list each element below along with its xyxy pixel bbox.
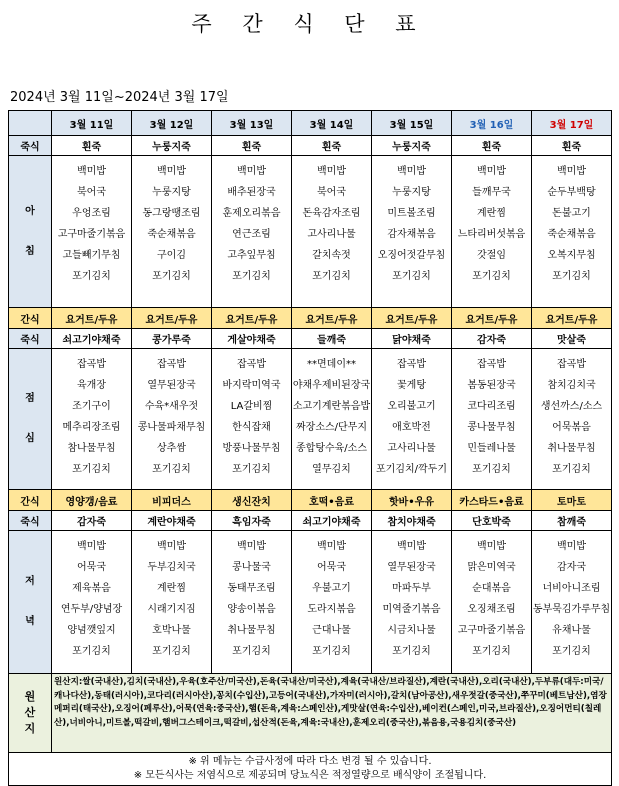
- snack-row-2: [9, 490, 612, 511]
- dish-item: 느타리버섯볶음: [457, 229, 526, 240]
- dish-item: 잡곡밥: [237, 359, 266, 370]
- meal-cell: [532, 349, 612, 490]
- meal-cell: [452, 531, 532, 674]
- dish-item: 포기김치: [392, 271, 431, 282]
- dish-item: 백미밥: [477, 166, 506, 177]
- porridge-cell: 참깨죽: [532, 511, 612, 531]
- dish-item: 오복지무침: [547, 250, 596, 261]
- porridge-cell: 흰죽: [292, 136, 372, 156]
- dish-list: [372, 156, 451, 287]
- dish-list: [132, 349, 211, 480]
- meal-cell: [212, 156, 292, 308]
- dish-item: 고들빼기무침: [62, 250, 121, 261]
- dish-item: 포기김치/깍두기: [376, 464, 447, 475]
- dish-item: 순대볶음: [472, 583, 511, 594]
- dish-item: 감자채볶음: [387, 229, 436, 240]
- dish-item: **면데이**: [307, 359, 356, 370]
- meal-cell: [292, 349, 372, 490]
- dish-item: 백미밥: [317, 541, 346, 552]
- dish-item: 포기김치: [312, 271, 351, 282]
- dish-item: 열무된장국: [147, 380, 196, 391]
- dish-item: 포기김치: [472, 464, 511, 475]
- dish-item: 잡곡밥: [477, 359, 506, 370]
- dish-item: 시래기지짐: [147, 604, 196, 615]
- dish-item: 너비아니조림: [542, 583, 601, 594]
- dish-item: 포기김치: [552, 464, 591, 475]
- dish-item: 백미밥: [557, 541, 586, 552]
- dish-item: 참나물무침: [67, 443, 116, 454]
- dish-item: 민들레나물: [467, 443, 516, 454]
- dish-item: 바지락미역국: [222, 380, 281, 391]
- dish-item: 백미밥: [77, 166, 106, 177]
- dish-item: 한식잡채: [232, 422, 271, 433]
- dish-item: 백미밥: [77, 541, 106, 552]
- dish-list: [452, 531, 531, 662]
- meal-cell: [372, 349, 452, 490]
- snack-cell: 요거트/두유: [292, 308, 372, 329]
- dish-list: [52, 349, 131, 480]
- dish-item: 우엉조림: [72, 208, 111, 219]
- page-title: 주 간 식 단 표: [191, 12, 428, 36]
- dish-item: 호박나물: [152, 625, 191, 636]
- porridge-cell: 닭야채죽: [372, 329, 452, 349]
- dish-item: 유채나물: [552, 625, 591, 636]
- dish-item: 백미밥: [237, 541, 266, 552]
- dish-item: 야채우제비된장국: [292, 380, 371, 391]
- meal-cell: [52, 156, 132, 308]
- dish-item: 도라지볶음: [307, 604, 356, 615]
- dish-item: 포기김치: [312, 646, 351, 657]
- dish-list: [452, 349, 531, 480]
- dish-item: 계란찜: [477, 208, 506, 219]
- dish-item: 애호박전: [392, 422, 431, 433]
- dish-item: 갈치속젓: [312, 250, 351, 261]
- dish-item: 갓절임: [477, 250, 506, 261]
- dish-item: 북어국: [77, 187, 106, 198]
- dish-item: 메추리장조림: [62, 422, 121, 433]
- dish-list: [532, 349, 611, 480]
- meal-cell: [532, 156, 612, 308]
- dish-list: [132, 531, 211, 662]
- snack-cell: 생신잔치: [212, 490, 292, 511]
- porridge-cell: 흰죽: [212, 136, 292, 156]
- dish-list: [292, 531, 371, 662]
- dish-item: 두부김치국: [147, 562, 196, 573]
- dinner-porridge-row: [9, 511, 612, 531]
- dish-list: [372, 531, 451, 662]
- dish-item: 잡곡밥: [77, 359, 106, 370]
- dish-item: 포기김치: [72, 464, 111, 475]
- meal-cell: [372, 531, 452, 674]
- dish-item: 콩나물무침: [467, 422, 516, 433]
- origin-text: 원산지:쌀(국내산),김치(국내산),우육(호주산/미국산),돈육(국내산/미국산),계육(국내산/브라질산),계란(국내산),오리(국내산),두부류(대두:미국/캐나다산),동태(러시아),코다리(러시아산),꽁치(수입산),고등어(국내산),가자미(러시아),갈치(남아공산),새우젓갈(중국산),쭈꾸미(베트남산),염장메퍼리(태국산),오징어(페루산),어묵(연육:중국산),햄(돈육,계육:스페인산),게맛살(연육:수입산),베이컨(스페인,미국,브라질산),오징어먼티(칠레산),너비아니,미트볼,떡갈비,햄버그스테이크,떡갈비,섭산적(돈육,계육:국내산),훈제오리(중국산),볶음용,국용김치(중국산): [54, 677, 607, 728]
- meal-label-lunch: 점 심: [9, 349, 52, 490]
- dish-item: 잡곡밥: [557, 359, 586, 370]
- dish-item: 근대나물: [312, 625, 351, 636]
- date-range: 2024년 3월 11일~2024년 3월 17일: [10, 90, 229, 105]
- dish-item: 고추잎무침: [227, 250, 276, 261]
- dish-item: 오징채조림: [467, 604, 516, 615]
- dish-item: 꽃게탕: [397, 380, 426, 391]
- dish-item: 백미밥: [237, 166, 266, 177]
- dish-item: 어묵국: [317, 562, 346, 573]
- dish-item: 누룽지탕: [152, 187, 191, 198]
- corner-cell: [9, 111, 52, 136]
- dish-item: 동부묵김가루무침: [532, 604, 611, 615]
- dish-list: [212, 349, 291, 480]
- snack-cell: 영양갱/음료: [52, 490, 132, 511]
- dish-item: 잡곡밥: [157, 359, 186, 370]
- day-header-sunday: 3월 17일: [532, 111, 612, 136]
- dish-item: 들깨무국: [472, 187, 511, 198]
- dish-item: 누룽지탕: [392, 187, 431, 198]
- dish-item: 포기김치: [152, 646, 191, 657]
- porridge-cell: 콩가루죽: [132, 329, 212, 349]
- row-label: 간식: [9, 490, 52, 511]
- snack-cell: 요거트/두유: [372, 308, 452, 329]
- dish-item: 양념깻잎지: [67, 625, 116, 636]
- weekly-menu-table: [8, 110, 612, 786]
- dish-list: [52, 156, 131, 287]
- dish-item: 백미밥: [477, 541, 506, 552]
- dish-item: 시금치나물: [387, 625, 436, 636]
- dish-item: 돈불고기: [552, 208, 591, 219]
- meal-cell: [52, 349, 132, 490]
- dish-item: 포기김치: [552, 646, 591, 657]
- dish-item: 오징어젓갈무침: [377, 250, 446, 261]
- dish-item: 취나물무침: [227, 625, 276, 636]
- dish-item: 수육*새우젓: [144, 401, 199, 412]
- dish-item: 돈육감자조림: [302, 208, 361, 219]
- porridge-cell: 쇠고기야채죽: [52, 329, 132, 349]
- porridge-cell: 누룽지죽: [132, 136, 212, 156]
- meal-cell: [532, 531, 612, 674]
- porridge-cell: 누룽지죽: [372, 136, 452, 156]
- snack-cell: 요거트/두유: [132, 308, 212, 329]
- day-header: 3월 11일: [52, 111, 132, 136]
- dish-item: 포기김치: [472, 646, 511, 657]
- dish-item: 소고기계란볶음밥: [292, 401, 371, 412]
- dish-item: 짜장소스/단무지: [296, 422, 367, 433]
- dish-item: 동태무조림: [227, 583, 276, 594]
- meal-cell: [212, 349, 292, 490]
- dish-item: 계란찜: [157, 583, 186, 594]
- dish-list: [532, 531, 611, 662]
- dish-item: 마파두부: [392, 583, 431, 594]
- dish-item: 순두부백탕: [547, 187, 596, 198]
- dish-item: 참치김치국: [547, 380, 596, 391]
- dish-item: 열무된장국: [387, 562, 436, 573]
- dish-item: 어묵국: [77, 562, 106, 573]
- meal-cell: [452, 349, 532, 490]
- dish-item: 연두부/양념장: [60, 604, 123, 615]
- dish-item: 백미밥: [317, 166, 346, 177]
- dish-item: 상추쌈: [157, 443, 186, 454]
- dish-item: 포기김치: [552, 271, 591, 282]
- dish-item: 죽순채볶음: [147, 229, 196, 240]
- porridge-cell: 단호박죽: [452, 511, 532, 531]
- dish-item: 고구마줄기볶음: [457, 625, 526, 636]
- day-header: 3월 13일: [212, 111, 292, 136]
- day-header: 3월 14일: [292, 111, 372, 136]
- origin-row: [9, 674, 612, 753]
- dish-item: 포기김치: [472, 271, 511, 282]
- snack-cell: 토마토: [532, 490, 612, 511]
- dish-item: 백미밥: [157, 166, 186, 177]
- meal-cell: [372, 156, 452, 308]
- day-header-saturday: 3월 16일: [452, 111, 532, 136]
- snack-cell: 카스타드•음료: [452, 490, 532, 511]
- meal-cell: [132, 349, 212, 490]
- dish-list: [452, 156, 531, 287]
- dish-item: 종합탕수육/소스: [296, 443, 367, 454]
- dish-item: 포기김치: [232, 271, 271, 282]
- porridge-cell: 감자죽: [452, 329, 532, 349]
- note-diet: ※ 모든식사는 저염식으로 제공되며 당뇨식은 적정열량으로 배식양이 조절됩니다.: [133, 770, 487, 781]
- meal-cell: [292, 531, 372, 674]
- dish-item: 오리불고기: [387, 401, 436, 412]
- dish-item: 구이김: [157, 250, 186, 261]
- dish-list: [292, 349, 371, 480]
- dish-item: 연근조림: [232, 229, 271, 240]
- dish-list: [532, 156, 611, 287]
- dish-item: 포기김치: [152, 464, 191, 475]
- row-label: 간식: [9, 308, 52, 329]
- snack-cell: 요거트/두유: [212, 308, 292, 329]
- porridge-cell: 흰죽: [452, 136, 532, 156]
- porridge-cell: 흰죽: [52, 136, 132, 156]
- meal-cell: [132, 156, 212, 308]
- porridge-cell: 쇠고기야채죽: [292, 511, 372, 531]
- dish-item: 취나물무침: [547, 443, 596, 454]
- dish-item: 백미밥: [157, 541, 186, 552]
- meal-cell: [292, 156, 372, 308]
- dish-list: [212, 531, 291, 662]
- origin-label: 원 산 지: [9, 674, 52, 753]
- dish-list: [52, 531, 131, 662]
- dish-item: 우불고기: [312, 583, 351, 594]
- dish-item: 고구마줄기볶음: [57, 229, 126, 240]
- porridge-cell: 게살야채죽: [212, 329, 292, 349]
- dish-item: 잡곡밥: [397, 359, 426, 370]
- dish-item: 미트볼조림: [387, 208, 436, 219]
- day-header: 3월 15일: [372, 111, 452, 136]
- dish-item: 어묵볶음: [552, 422, 591, 433]
- breakfast-porridge-row: [9, 136, 612, 156]
- dish-item: 동그랑땡조림: [142, 208, 201, 219]
- porridge-cell: 흑임자죽: [212, 511, 292, 531]
- dish-item: 배추된장국: [227, 187, 276, 198]
- meal-cell: [132, 531, 212, 674]
- dish-item: 콩나물국: [232, 562, 271, 573]
- dish-item: 열무김치: [312, 464, 351, 475]
- porridge-cell: 맛살죽: [532, 329, 612, 349]
- dish-list: [212, 156, 291, 287]
- dish-item: 포기김치: [232, 464, 271, 475]
- dish-item: 제육볶음: [72, 583, 111, 594]
- meal-cell: [52, 531, 132, 674]
- dish-item: 백미밥: [397, 166, 426, 177]
- dish-item: 코다리조림: [467, 401, 516, 412]
- dish-item: 포기김치: [72, 271, 111, 282]
- dish-item: 생선까스/소스: [540, 401, 603, 412]
- lunch-porridge-row: [9, 329, 612, 349]
- dish-item: 봄동된장국: [467, 380, 516, 391]
- row-label: 죽식: [9, 136, 52, 156]
- row-label: 죽식: [9, 511, 52, 531]
- snack-cell: 요거트/두유: [532, 308, 612, 329]
- dish-item: 북어국: [317, 187, 346, 198]
- dish-item: 포기김치: [72, 646, 111, 657]
- meal-label-breakfast: 아 침: [9, 156, 52, 308]
- snack-cell: 비피더스: [132, 490, 212, 511]
- dish-item: 콩나물파채무침: [137, 422, 206, 433]
- dish-item: 백미밥: [397, 541, 426, 552]
- notes-row: [9, 753, 612, 786]
- meal-cell: [212, 531, 292, 674]
- note-change: ※ 위 메뉴는 수급사정에 따라 다소 변경 될 수 있습니다.: [188, 756, 432, 767]
- dinner-row: [9, 531, 612, 674]
- dish-item: 포기김치: [152, 271, 191, 282]
- dish-item: 방풍나물무침: [222, 443, 281, 454]
- meal-label-dinner: 저 녁: [9, 531, 52, 674]
- dish-item: LA갈비찜: [230, 401, 273, 412]
- breakfast-row: [9, 156, 612, 308]
- snack-cell: 핫바•우유: [372, 490, 452, 511]
- row-label: 죽식: [9, 329, 52, 349]
- porridge-cell: 참치야채죽: [372, 511, 452, 531]
- porridge-cell: 감자죽: [52, 511, 132, 531]
- dish-item: 양송이볶음: [227, 604, 276, 615]
- dish-list: [372, 349, 451, 480]
- snack-cell: 요거트/두유: [52, 308, 132, 329]
- dish-item: 미역줄기볶음: [382, 604, 441, 615]
- dish-item: 육개장: [77, 380, 106, 391]
- dish-item: 죽순채볶음: [547, 229, 596, 240]
- porridge-cell: 흰죽: [532, 136, 612, 156]
- dish-item: 감자국: [557, 562, 586, 573]
- porridge-cell: 계란야채죽: [132, 511, 212, 531]
- snack-cell: 요거트/두유: [452, 308, 532, 329]
- dish-item: 훈제오리볶음: [222, 208, 281, 219]
- dish-item: 고사리나물: [307, 229, 356, 240]
- origin-cell: [52, 674, 612, 753]
- snack-cell: 호떡•음료: [292, 490, 372, 511]
- dish-item: 조기구이: [72, 401, 111, 412]
- lunch-row: [9, 349, 612, 490]
- meal-cell: [452, 156, 532, 308]
- dish-item: 백미밥: [557, 166, 586, 177]
- porridge-cell: 들깨죽: [292, 329, 372, 349]
- snack-row-1: [9, 308, 612, 329]
- header-row: [9, 111, 612, 136]
- dish-item: 맑은미역국: [467, 562, 516, 573]
- dish-item: 포기김치: [392, 646, 431, 657]
- dish-list: [132, 156, 211, 287]
- day-header: 3월 12일: [132, 111, 212, 136]
- dish-item: 고사리나물: [387, 443, 436, 454]
- notes-cell: [9, 753, 612, 786]
- dish-list: [292, 156, 371, 287]
- dish-item: 포기김치: [232, 646, 271, 657]
